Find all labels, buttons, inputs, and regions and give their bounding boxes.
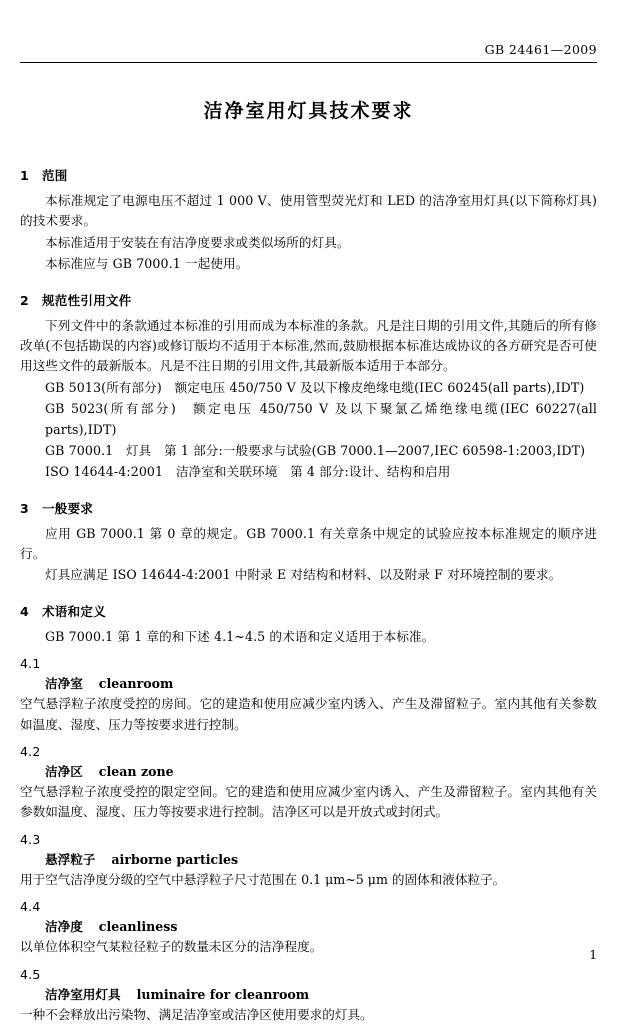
- section-number-1: 1: [20, 168, 29, 183]
- term-definition: 一种不会释放出污染物、满足洁净室或洁净区使用要求的灯具。: [20, 1006, 373, 1022]
- term-name-cn: 洁净室用灯具: [45, 986, 121, 1002]
- section-title-2: 规范性引用文件: [42, 292, 132, 308]
- reference-item: GB 5013(所有部分) 额定电压 450/750 V 及以下橡皮绝缘电缆(IEC 60245(all parts),IDT): [45, 379, 585, 395]
- section-heading-3: [20, 499, 597, 517]
- reference-item: GB 5023(所有部分) 额定电压 450/750 V 及以下聚氯乙烯绝缘电缆(IEC 60227(all parts),IDT): [45, 401, 597, 437]
- section-number-2: 2: [20, 292, 29, 308]
- section-title-1: 范围: [42, 168, 68, 183]
- section-3-paragraph-1: 应用 GB 7000.1 第 0 章的规定。GB 7000.1 有关章条中规定的试验应按本标准规定的顺序进行。: [20, 525, 597, 562]
- term-definition: 空气悬浮粒子浓度受控的限定空间。它的建造和使用应减少室内诱入、产生及滞留粒子。室内其他有关参数如温度、湿度、压力等按要求进行控制。洁净区可以是开放式或封闭式。: [20, 784, 597, 820]
- term-name: [20, 916, 597, 935]
- term-name-cn: 洁净区: [45, 764, 83, 780]
- section-4-paragraph-1: GB 7000.1 第 1 章的和下述 4.1~4.5 的术语和定义适用于本标准。: [45, 628, 435, 644]
- document-body: [20, 150, 597, 1025]
- section-1-paragraph-3: 本标准应与 GB 7000.1 一起使用。: [45, 256, 249, 272]
- term-number: 4.4: [20, 899, 41, 915]
- term-name: [20, 849, 597, 868]
- term-number: 4.3: [20, 831, 41, 847]
- section-heading-2: [20, 291, 597, 309]
- term-name-en: airborne particles: [111, 851, 239, 867]
- term-definition: 用于空气洁净度分级的空气中悬浮粒子尺寸范围在 0.1 μm~5 μm 的固体和液体粒子。: [20, 871, 506, 887]
- section-title-3: 一般要求: [42, 500, 94, 516]
- term-name-en: cleanliness: [98, 919, 178, 935]
- term-name-cn: 悬浮粒子: [45, 851, 96, 867]
- term-name: [20, 984, 597, 1003]
- term-definition: 空气悬浮粒子浓度受控的房间。它的建造和使用应减少室内诱入、产生及滞留粒子。室内其他有关参数如温度、湿度、压力等按要求进行控制。: [20, 696, 597, 732]
- section-1-paragraph-1: 本标准规定了电源电压不超过 1 000 V、使用管型荧光灯和 LED 的洁净室用灯具(以下简称灯具)的技术要求。: [20, 193, 597, 229]
- term-name-en: luminaire for cleanroom: [136, 986, 310, 1002]
- section-1-paragraph-2: 本标准适用于安装在有洁净度要求或类似场所的灯具。: [45, 234, 350, 250]
- term-number: 4.5: [20, 966, 41, 982]
- term-name-cn: 洁净室: [45, 676, 83, 692]
- page-title: 洁净室用灯具技术要求: [203, 100, 414, 122]
- term-name: [20, 673, 597, 692]
- term-name-en: clean zone: [98, 764, 174, 780]
- page-number: 1: [589, 948, 597, 962]
- term-name-cn: 洁净度: [45, 919, 83, 935]
- section-heading-4: [20, 602, 597, 620]
- section-number-3: 3: [20, 500, 29, 516]
- term-definition: 以单位体积空气某粒径粒子的数量未区分的洁净程度。: [20, 939, 323, 955]
- section-number-4: 4: [20, 603, 29, 619]
- reference-item: GB 7000.1 灯具 第 1 部分:一般要求与试验(GB 7000.1—2007,IEC 60598-1:2003,IDT): [45, 442, 586, 458]
- term-number: 4.2: [20, 744, 41, 760]
- term-number: 4.1: [20, 656, 41, 672]
- term-name-en: cleanroom: [98, 676, 174, 692]
- section-heading-1: [20, 166, 597, 184]
- header-standard-code: GB 24461—2009: [484, 42, 597, 57]
- reference-item: ISO 14644-4:2001 洁净室和关联环境 第 4 部分:设计、结构和启用: [45, 464, 451, 480]
- section-3-paragraph-2: 灯具应满足 ISO 14644-4:2001 中附录 E 对结构和材料、以及附录 F 对环境控制的要求。: [45, 567, 562, 583]
- section-title-4: 术语和定义: [42, 603, 107, 619]
- term-name: [20, 761, 597, 780]
- header-divider: [20, 62, 597, 63]
- section-2-paragraph-1: 下列文件中的条款通过本标准的引用而成为本标准的条款。凡是注日期的引用文件,其随后的所有修改单(不包括勘误的内容)或修订版均不适用于本标准,然而,鼓励根据本标准达成协议的各方研究是否可使用这些文件的最新版本。凡是不注日期的引用文件,其最新版本适用于本部分。: [20, 317, 597, 374]
